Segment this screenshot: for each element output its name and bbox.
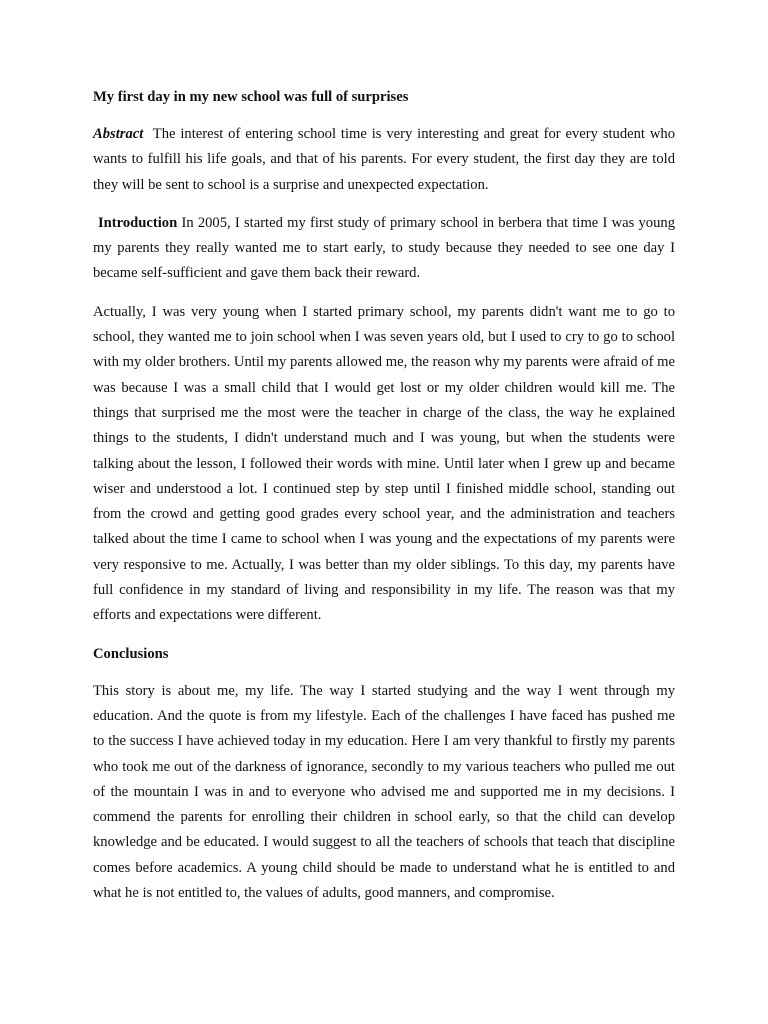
abstract-paragraph bbox=[93, 122, 675, 198]
introduction-text: In 2005, I started my first study of primary school in berbera that time I was young my parents they really wanted me to start early, to study because they needed to see one day I became self-sufficient and gave them back their reward. bbox=[93, 214, 675, 282]
document-page bbox=[93, 86, 675, 919]
body-paragraph: Actually, I was very young when I started primary school, my parents didn't want me to go to school, they wanted me to join school when I was seven years old, but I used to cry to go to school with my older brothers. Until my parents allowed me, the reason why my parents were afraid of me was because I was a small child that I would get lost or my older children would kill me. The things that surprised me the most were the teacher in charge of the class, the way he explained things to the students, I didn't understand much and I was young, but when the students were talking about the lesson, I followed their words with mine. Until later when I grew up and became wiser and understood a lot. I continued step by step until I finished middle school, standing out from the crowd and getting good grades every school year, and the administration and teachers talked about the time I came to school when I was young and the expectations of my parents were very responsive to me. Actually, I was better than my older siblings. To this day, my parents have full confidence in my standard of living and responsibility in my life. The reason was that my efforts and expectations were different. bbox=[93, 303, 675, 624]
conclusions-heading: Conclusions bbox=[93, 645, 169, 662]
abstract-label: Abstract bbox=[93, 126, 144, 142]
introduction-label: Introduction bbox=[98, 214, 178, 231]
introduction-paragraph bbox=[93, 211, 675, 287]
conclusions-paragraph: This story is about me, my life. The way I started studying and the way I went through my education. And the quote is from my lifestyle. Each of the challenges I have faced has pushed me to the success I have achieved today in my education. Here I am very thankful to firstly my parents who took me out of the darkness of ignorance, secondly to my various teachers who pulled me out of the mountain I was in and to everyone who advised me and supported me in my decisions. I commend the parents for enrolling their children in school early, so that the child can develop knowledge and be educated. I would suggest to all the teachers of schools that teach that discipline comes before academics. A young child should be made to understand what he is entitled to and what he is not entitled to, the values of adults, good manners, and compromise. bbox=[93, 682, 675, 902]
abstract-text: The interest of entering school time is very interesting and great for every student who wants to fulfill his life goals, and that of his parents. For every student, the first day they are told they will be sent to school is a surprise and unexpected expectation. bbox=[93, 126, 675, 193]
document-title: My first day in my new school was full of surprises bbox=[93, 89, 409, 105]
